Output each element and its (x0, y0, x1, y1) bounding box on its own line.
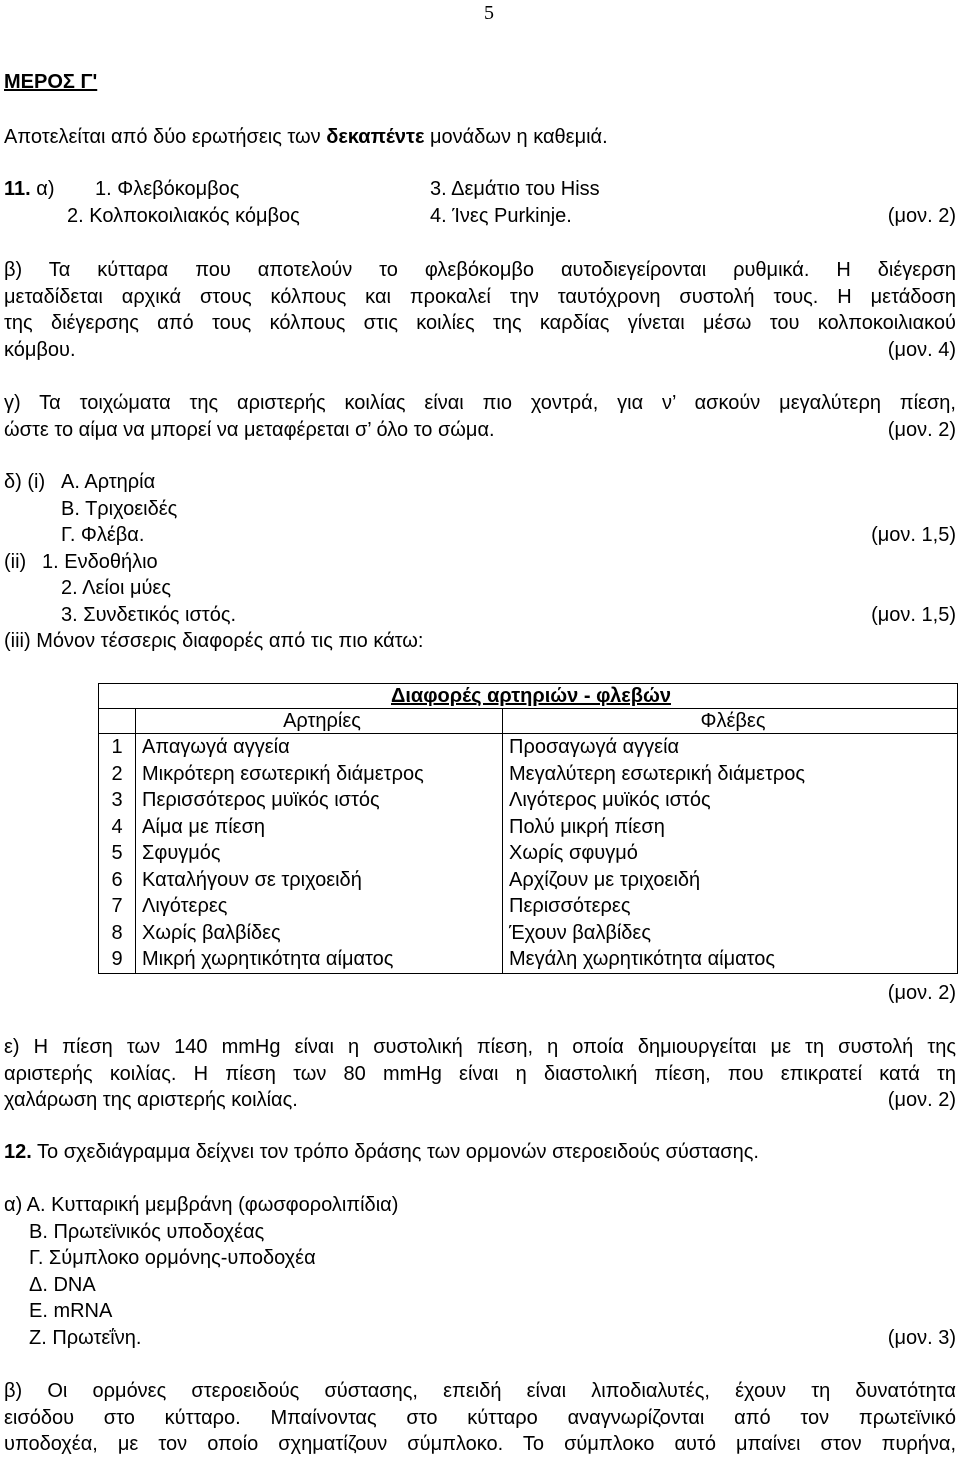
artery-cell: Απαγωγά αγγεία (136, 734, 503, 761)
vein-cell: Χωρίς σφυγμό (503, 840, 958, 867)
intro-text: Αποτελείται από δύο ερωτήσεις των δεκαπέντε μονάδων η καθεμιά. (4, 126, 608, 148)
vein-cell: Μεγαλύτερη εσωτερική διάμετρος (503, 761, 958, 788)
q11-d-i-item: Γ. Φλέβα. (61, 524, 145, 546)
q11-a-item-3: 3. Δεμάτιο του Hiss (430, 178, 600, 200)
artery-cell: Περισσότερος μυϊκός ιστός (136, 787, 503, 814)
vein-cell: Περισσότερες (503, 893, 958, 920)
row-number: 2 (99, 761, 136, 788)
table-row (99, 787, 958, 814)
paragraph-line: αριστερής κοιλίας. Η πίεση των 80 mmHg είναι η διαστολική πίεση, που επικρατεί κατά τη (4, 1062, 956, 1085)
row-number: 5 (99, 840, 136, 867)
q11-b-marks: (μον. 4) (887, 339, 956, 361)
artery-cell: Χωρίς βαλβίδες (136, 920, 503, 947)
q11-c-marks: (μον. 2) (887, 419, 956, 441)
q12-a-item: Γ. Σύμπλοκο ορμόνης-υποδοχέα (29, 1247, 316, 1269)
row-number: 7 (99, 893, 136, 920)
q11-a-item-4: 4. Ίνες Purkinje. (430, 205, 572, 227)
paragraph-line: μεταδίδεται αρχικά στους κόλπους και προκαλεί την ταυτόχρονη συστολή τους. Η μετάδοση (4, 285, 956, 308)
q12-heading: 12. Το σχεδιάγραμμα δείχνει τον τρόπο δράσης των ορμονών στεροειδούς σύστασης. (4, 1141, 759, 1163)
q11-d-ii-item: 2. Λείοι μύες (61, 577, 171, 599)
table-row (99, 893, 958, 920)
vein-cell: Αρχίζουν με τριχοειδή (503, 867, 958, 894)
paragraph-line: ε) Η πίεση των 140 mmHg είναι η συστολική πίεση, η οποία δημιουργείται με τη συστολή της (4, 1036, 956, 1058)
paragraph-line: της διέγερσης από τους κόλπους στις κοιλίες της καρδίας γίνεται μέσω του κολποκοιλιακού (4, 312, 956, 334)
table-header-veins: Φλέβες (503, 709, 958, 734)
q12-a-marks: (μον. 3) (887, 1327, 956, 1349)
q11-a-item-2: 2. Κολποκοιλιακός κόμβος (67, 205, 300, 227)
vein-cell: Μεγάλη χωρητικότητα αίματος (503, 946, 958, 973)
q12-a-item: Δ. DNA (29, 1274, 96, 1296)
vein-cell: Λιγότερος μυϊκός ιστός (503, 787, 958, 814)
table-row (99, 867, 958, 894)
vein-cell: Προσαγωγά αγγεία (503, 734, 958, 761)
row-number: 4 (99, 814, 136, 841)
table-row (99, 920, 958, 947)
q12-b-paragraph (4, 1378, 956, 1458)
q12-a-item: Ε. mRNA (29, 1300, 113, 1322)
table-header-num (99, 709, 136, 734)
artery-cell: Μικρή χωρητικότητα αίματος (136, 946, 503, 973)
table-caption: Διαφορές αρτηριών - φλεβών (99, 684, 958, 709)
table-row (99, 761, 958, 788)
artery-cell: Μικρότερη εσωτερική διάμετρος (136, 761, 503, 788)
q11-d-i-label: δ) (i) (4, 471, 46, 493)
q11-d-ii-label: (ii) (4, 551, 27, 573)
q11-d-ii-item: 1. Ενδοθήλιο (42, 551, 158, 573)
q12-a-item: α) Α. Κυτταρική μεμβράνη (φωσφορολιπίδια) (4, 1194, 399, 1216)
row-number: 9 (99, 946, 136, 973)
artery-cell: Λιγότερες (136, 893, 503, 920)
paragraph-line: χαλάρωση της αριστερής κοιλίας. (4, 1089, 298, 1111)
row-number: 6 (99, 867, 136, 894)
q12-a-item: Β. Πρωτεϊνικός υποδοχέας (29, 1221, 265, 1243)
q11-a-item-1: 1. Φλεβόκομβος (95, 178, 240, 200)
vein-cell: Πολύ μικρή πίεση (503, 814, 958, 841)
paragraph-line: εισόδου στο κύτταρο. Μπαίνοντας στο κύτταρο αναγνωρίζονται από τον πρωτεϊνικό (4, 1406, 956, 1429)
q11-b-paragraph (4, 257, 956, 363)
q11-d-ii-marks: (μον. 1,5) (871, 604, 956, 626)
table-marks: (μον. 2) (887, 982, 956, 1004)
paragraph-line: β) Οι ορμόνες στεροειδούς σύστασης, επειδή είναι λιποδιαλυτές, έχουν τη δυνατότητα (4, 1380, 956, 1402)
q11-e-paragraph (4, 1034, 956, 1114)
q11-d-i-item: Α. Αρτηρία (61, 471, 156, 493)
q12-a-item: Ζ. Πρωτεΐνη. (29, 1327, 142, 1349)
paragraph-line: υποδοχέα, με τον οποίο σχηματίζουν σύμπλοκο. Το σύμπλοκο αυτό μπαίνει στον πυρήνα, (4, 1433, 956, 1455)
artery-cell: Καταλήγουν σε τριχοειδή (136, 867, 503, 894)
artery-cell: Σφυγμός (136, 840, 503, 867)
q11-d-iii-text: (iii) Μόνον τέσσερις διαφορές από τις πιο κάτω: (4, 630, 424, 652)
table-row (99, 946, 958, 973)
artery-cell: Αίμα με πίεση (136, 814, 503, 841)
table-row (99, 814, 958, 841)
vein-cell: Έχουν βαλβίδες (503, 920, 958, 947)
table-header-arteries: Αρτηρίες (136, 709, 503, 734)
page-number: 5 (484, 2, 494, 24)
q11-d-ii-item: 3. Συνδετικός ιστός. (61, 604, 237, 626)
row-number: 1 (99, 734, 136, 761)
q11-c-paragraph (4, 390, 956, 443)
q11-a-marks: (μον. 2) (887, 205, 956, 227)
section-title: ΜΕΡΟΣ Γ' (4, 71, 98, 93)
paragraph-line: γ) Τα τοιχώματα της αριστερής κοιλίας είναι πιο χοντρά, για ν’ ασκούν μεγαλύτερη πίεση, (4, 392, 956, 414)
table-row (99, 840, 958, 867)
table-row (99, 734, 958, 761)
q11-number: 11. α) (4, 178, 55, 200)
paragraph-line: ώστε το αίμα να μπορεί να μεταφέρεται σ’ όλο το σώμα. (4, 418, 495, 441)
row-number: 3 (99, 787, 136, 814)
q11-d-i-item: Β. Τριχοειδές (61, 498, 178, 520)
q11-d-i-marks: (μον. 1,5) (871, 524, 956, 546)
row-number: 8 (99, 920, 136, 947)
q11-e-marks: (μον. 2) (887, 1089, 956, 1111)
differences-table (98, 683, 958, 974)
paragraph-line: β) Τα κύτταρα που αποτελούν το φλεβόκομβο αυτοδιεγείρονται ρυθμικά. Η διέγερση (4, 259, 956, 281)
paragraph-line: κόμβου. (4, 338, 76, 361)
